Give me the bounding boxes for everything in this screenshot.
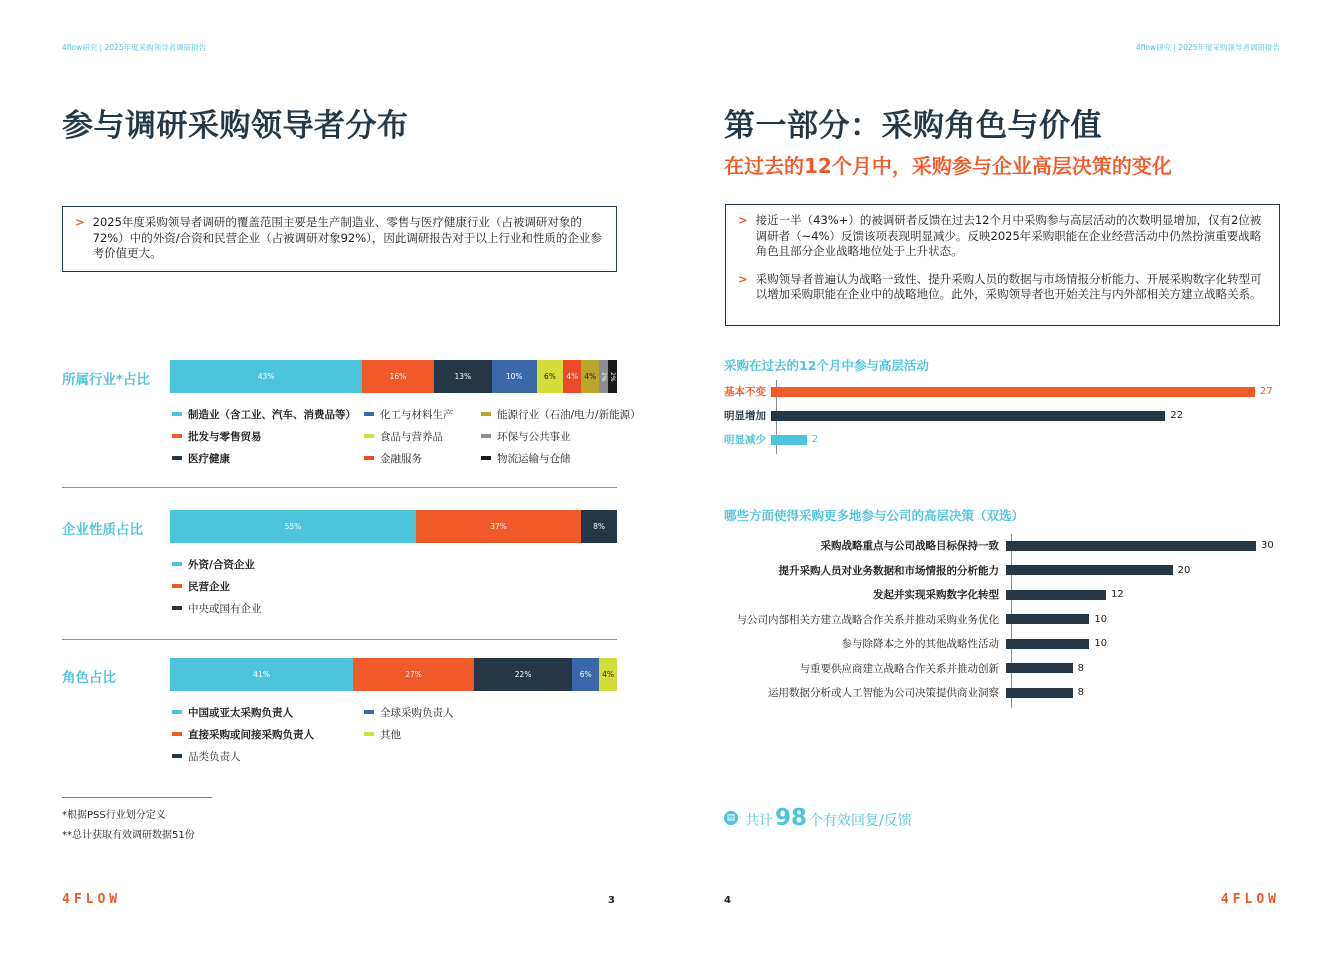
legend-label: 全球采购负责人	[380, 706, 454, 719]
value-label: 20	[1177, 564, 1191, 576]
legend-label: 品类负责人	[188, 750, 241, 763]
section-label-company-type: 企业性质占比	[62, 522, 143, 538]
category-label: 与公司内部相关方建立战略合作关系并推动采购业务优化	[736, 613, 999, 626]
legend-swatch	[364, 434, 374, 438]
stacked-bar-company-type	[170, 510, 617, 543]
value-label: 8	[1077, 662, 1085, 674]
segment-label: 4%	[566, 372, 579, 381]
bar-segment	[416, 510, 581, 543]
legend-item	[172, 429, 364, 443]
bar-segment	[362, 360, 434, 393]
stacked-bar-industry	[170, 360, 617, 393]
callout-left	[62, 206, 617, 272]
legend-swatch	[172, 754, 182, 758]
section-divider	[62, 639, 617, 640]
bar-segment	[599, 658, 617, 691]
legend-label: 金融服务	[380, 452, 422, 465]
bar-row	[724, 538, 1274, 553]
bar	[1006, 565, 1173, 575]
segment-label: 4%	[584, 372, 597, 381]
legend-swatch	[481, 456, 491, 460]
legend-label: 外资/合资企业	[188, 558, 255, 571]
bar	[771, 435, 807, 445]
chart-title-activity: 采购在过去的12个月中参与高层活动	[724, 358, 929, 373]
bar-segment	[581, 360, 599, 393]
bar-segment	[599, 360, 608, 393]
bar	[1006, 614, 1089, 624]
bar	[771, 411, 1165, 421]
legend-item	[172, 601, 364, 615]
value-label: 2	[811, 434, 819, 445]
bar-segment	[563, 360, 581, 393]
callout-right	[725, 204, 1280, 326]
segment-label: 8%	[593, 522, 606, 531]
legend-label: 民营企业	[188, 580, 230, 593]
bar	[771, 387, 1255, 397]
legend-label: 直接采购或间接采购负责人	[188, 728, 314, 741]
segment-label: 4%	[602, 670, 614, 679]
legend-item	[364, 429, 481, 443]
value-label: 10	[1094, 638, 1108, 649]
page-subtitle: 在过去的12个月中，采购参与企业高层决策的变化	[724, 154, 1172, 178]
legend-item	[481, 407, 661, 421]
bar-chart-activity	[724, 384, 1284, 450]
legend-swatch	[172, 562, 182, 566]
segment-label: 6%	[543, 372, 556, 381]
bar-segment	[170, 510, 416, 543]
legend-label: 其他	[380, 728, 401, 741]
bar-segment	[170, 360, 362, 393]
segment-label: 6%	[579, 670, 592, 679]
legend-item	[172, 727, 364, 741]
category-label: 提升采购人员对业务数据和市场情报的分析能力	[778, 564, 999, 577]
total-prefix: 共计	[745, 813, 773, 829]
section-divider	[62, 487, 617, 488]
bar-row	[724, 636, 1107, 651]
section-label-role: 角色占比	[62, 670, 116, 686]
legend-swatch	[364, 412, 374, 416]
bar-row	[724, 612, 1107, 627]
bar-row	[724, 563, 1190, 578]
legend-label: 批发与零售贸易	[188, 430, 262, 443]
legend-swatch	[172, 456, 182, 460]
segment-label: 27%	[405, 670, 422, 679]
footnote-2: **总计获取有效调研数据51份	[62, 830, 195, 841]
segment-label: 41%	[253, 670, 270, 679]
legend-label: 中国或亚太采购负责人	[188, 706, 293, 719]
bar	[1006, 590, 1106, 600]
legend-item	[364, 705, 564, 719]
value-label: 22	[1170, 410, 1184, 421]
value-label: 10	[1094, 613, 1108, 625]
bar	[1006, 663, 1073, 673]
legend-swatch	[172, 732, 182, 736]
legend-item	[364, 727, 564, 741]
running-head-left: 4flow研究 | 2025年度采购领导者调研报告	[62, 43, 207, 52]
footnote-1: *根据PSS行业划分定义	[62, 810, 166, 821]
bullet-arrow-icon: >	[738, 213, 748, 227]
legend-item	[172, 749, 364, 763]
page-number: 3	[608, 895, 615, 906]
bar-segment	[434, 360, 492, 393]
segment-label: 43%	[257, 372, 275, 381]
category-label: 发起并实现采购数字化转型	[873, 589, 999, 601]
callout-text: 采购领导者普遍认为战略一致性、提升采购人员的数据与市场情报分析能力、开展采购数字化转型可以增加采购职能在企业中的战略地位。此外，采购领导者也开始关注与内外部相关方建立战略关系。	[755, 271, 1262, 302]
section-label-industry: 所属行业*占比	[62, 372, 151, 388]
legend-industry	[172, 407, 661, 465]
legend-item	[364, 407, 481, 421]
value-label: 8	[1077, 687, 1085, 698]
page-title-right: 第一部分：采购角色与价值	[724, 108, 1102, 144]
legend-item	[172, 451, 364, 465]
bar-row	[724, 384, 1273, 399]
brand-logo: 4FLOW	[62, 892, 122, 907]
page-title-left: 参与调研采购领导者分布	[62, 108, 409, 144]
legend-swatch	[364, 710, 374, 714]
bar	[1006, 639, 1089, 649]
bullet-arrow-icon: >	[738, 271, 748, 286]
legend-item	[364, 451, 481, 465]
value-label: 27	[1260, 386, 1273, 397]
category-label: 与重要供应商建立战略合作关系并推动创新	[799, 662, 999, 675]
legend-label: 制造业（含工业、汽车、消费品等）	[188, 408, 356, 421]
legend-item	[172, 579, 364, 593]
footnote-rule	[62, 797, 212, 798]
segment-label: 10%	[505, 372, 523, 381]
bar-segment	[492, 360, 537, 393]
legend-swatch	[364, 732, 374, 736]
legend-label: 能源行业（石油/电力/新能源）	[497, 408, 641, 421]
legend-item	[481, 451, 661, 465]
category-label: 明显减少	[724, 434, 766, 446]
segment-label: 2%	[600, 371, 608, 382]
value-label: 30	[1261, 540, 1274, 551]
legend-label: 中央或国有企业	[188, 602, 262, 615]
legend-label: 医疗健康	[188, 452, 230, 465]
value-label: 12	[1111, 589, 1124, 600]
legend-item	[481, 429, 661, 443]
bar-segment	[474, 658, 572, 691]
right-page	[671, 0, 1342, 955]
running-head-right: 4flow研究 | 2025年度采购领导者调研报告	[1135, 43, 1280, 52]
segment-label: 2%	[608, 371, 616, 382]
legend-item	[172, 557, 364, 571]
total-responses	[724, 805, 912, 831]
legend-role	[172, 705, 564, 763]
callout-text: 2025年度采购领导者调研的覆盖范围主要是生产制造业、零售与医疗健康行业（占被调研对象的72%）中的外资/合资和民营企业（占被调研对象92%），因此调研报告对于以上行业和性质的企业参考价值更大。	[92, 215, 602, 261]
legend-swatch	[364, 456, 374, 460]
bar-segment	[581, 510, 617, 543]
segment-label: 16%	[389, 372, 407, 381]
bar-segment	[608, 360, 617, 393]
stacked-bar-role	[170, 658, 617, 691]
legend-item	[172, 705, 364, 719]
legend-swatch	[172, 412, 182, 416]
category-label: 采购战略重点与公司战略目标保持一致	[820, 540, 999, 552]
brand-logo: 4FLOW	[1220, 892, 1280, 907]
legend-swatch	[172, 606, 182, 610]
bar-segment	[537, 360, 564, 393]
legend-swatch	[172, 710, 182, 714]
segment-label: 37%	[490, 522, 507, 531]
bar-segment	[572, 658, 599, 691]
page-number: 4	[724, 895, 731, 906]
legend-swatch	[481, 434, 491, 438]
bar-chart-factors	[724, 538, 1284, 710]
category-label: 明显增加	[724, 410, 766, 422]
legend-swatch	[172, 434, 182, 438]
total-suffix: 个有效回复/反馈	[809, 813, 912, 829]
legend-swatch	[481, 412, 491, 416]
legend-label: 食品与营养品	[380, 430, 443, 443]
callout-text: 接近一半（43%+）的被调研者反馈在过去12个月中采购参与高层活动的次数明显增加，仅有2位被调研者（~4%）反馈该项表现明显减少。反映2025年采购职能在企业经营活动中仍然扮演重要战略角色且部分企业战略地位处于上升状态。	[755, 213, 1262, 259]
category-label: 参与除降本之外的其他战略性活动	[841, 638, 999, 650]
bar-row	[724, 587, 1124, 602]
legend-swatch	[172, 584, 182, 588]
bar-segment	[170, 658, 353, 691]
bar-row	[724, 685, 1084, 700]
bullet-arrow-icon: >	[75, 215, 85, 229]
category-label: 运用数据分析或人工智能为公司决策提供商业洞察	[768, 687, 999, 699]
bar	[1006, 541, 1256, 551]
legend-item	[172, 407, 364, 421]
bar-row	[724, 661, 1084, 676]
bar-row	[724, 432, 818, 447]
document-icon: ▤	[724, 811, 738, 825]
segment-label: 22%	[514, 670, 532, 679]
bar	[1006, 688, 1073, 698]
total-value: 98	[775, 805, 808, 831]
legend-label: 环保与公共事业	[497, 430, 571, 443]
chart-title-factors: 哪些方面使得采购更多地参与公司的高层决策（双选）	[724, 508, 1025, 523]
segment-label: 55%	[284, 522, 302, 531]
segment-label: 13%	[454, 372, 472, 381]
legend-company-type	[172, 557, 364, 615]
legend-label: 化工与材料生产	[380, 408, 454, 421]
category-label: 基本不变	[724, 386, 766, 398]
bar-row	[724, 408, 1183, 423]
legend-label: 物流运输与仓储	[497, 452, 571, 465]
bar-segment	[353, 658, 474, 691]
